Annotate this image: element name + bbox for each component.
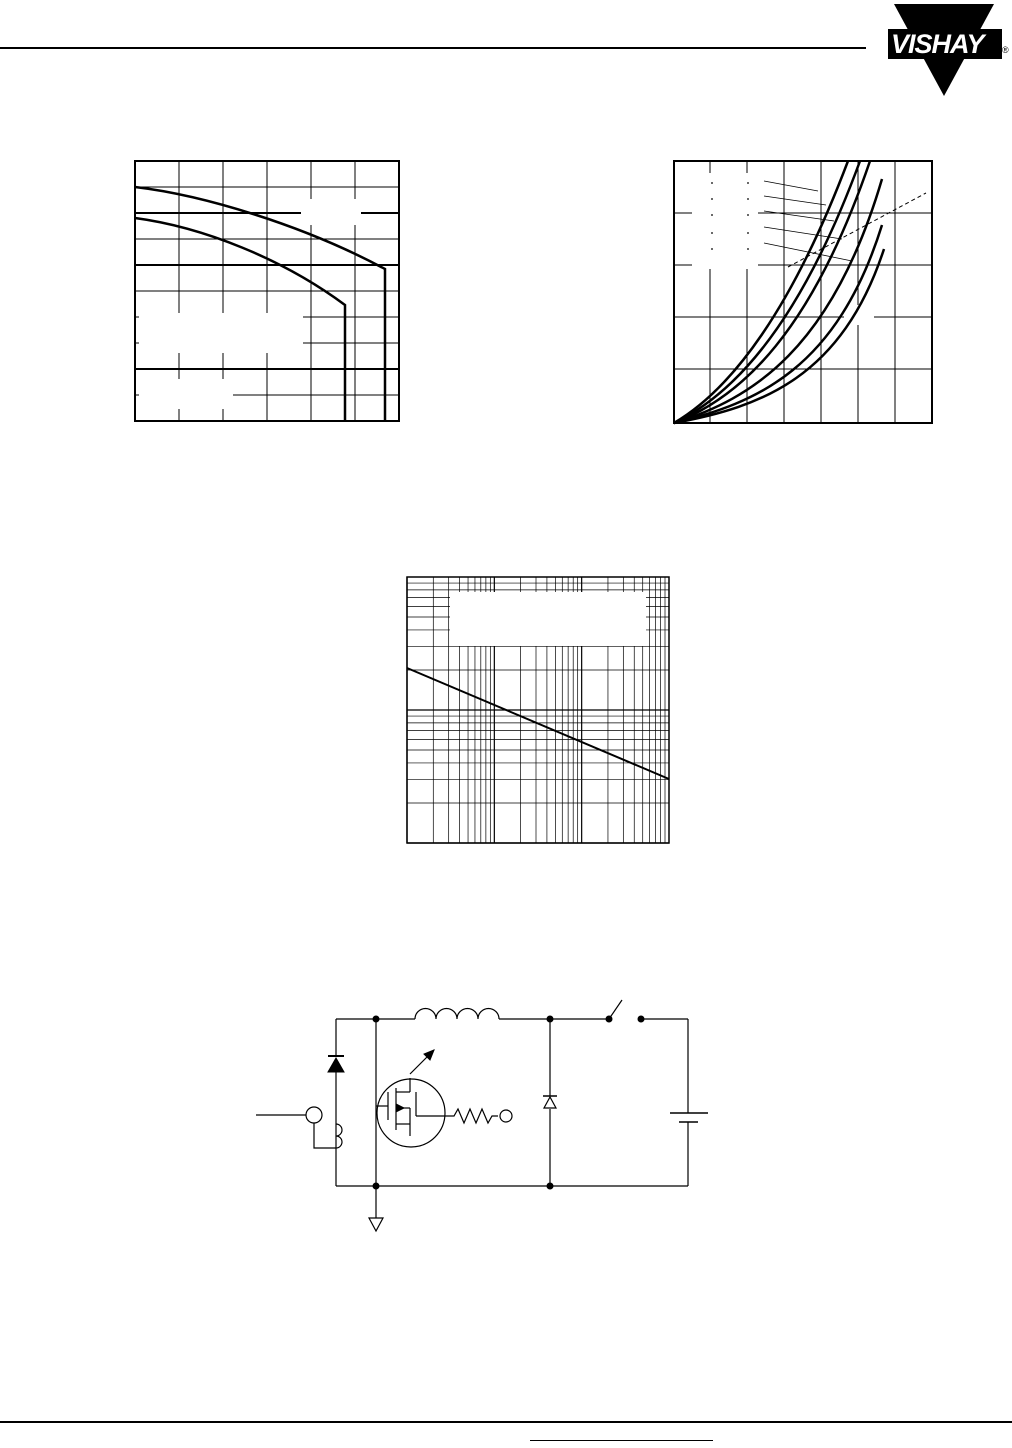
footer-link-underline [530, 1440, 713, 1441]
brand-logo [888, 2, 1012, 98]
figure-top-right-leaders [764, 181, 852, 261]
gate-resistor-symbol [440, 1109, 498, 1123]
mosfet-symbol [377, 1079, 445, 1147]
inductor-symbol [415, 1009, 499, 1020]
zener-diode-triangle [328, 1058, 344, 1072]
figure-middle [406, 576, 670, 844]
coil-symbol [314, 1123, 342, 1148]
figure-middle-line [407, 668, 669, 779]
switch-contact [606, 1016, 612, 1022]
brand-registered-mark: ® [1002, 45, 1009, 55]
figure-top-left [133, 159, 401, 423]
node-dot [373, 1183, 379, 1189]
gate-terminal [500, 1110, 512, 1122]
node-dot [547, 1016, 553, 1022]
ground-symbol [369, 1218, 383, 1231]
header-rule [0, 47, 866, 49]
footer-rule [0, 1421, 1012, 1423]
node-dot [373, 1016, 379, 1022]
brand-logo-text: VISHAY [891, 29, 984, 59]
test-circuit [252, 996, 702, 1238]
current-probe-symbol [306, 1107, 322, 1123]
switch-contact [638, 1016, 644, 1022]
figure-top-right [672, 159, 934, 425]
figure-top-right-dashed-boundary [788, 193, 926, 267]
node-dot [547, 1183, 553, 1189]
